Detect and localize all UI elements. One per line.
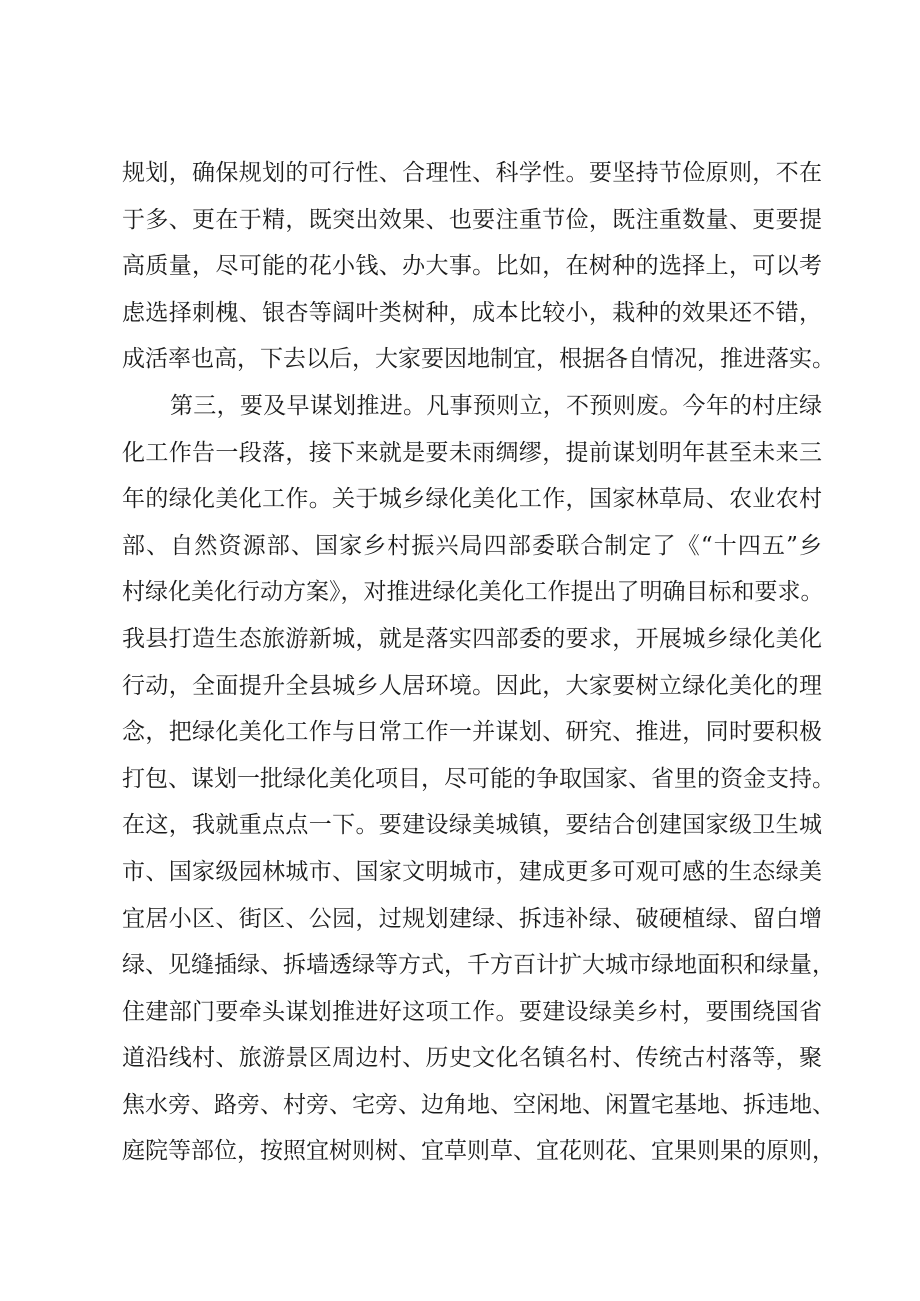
text-line: 虑选择刺槐、银杏等阔叶类树种，成本比较小，栽种的效果还不错， [122, 299, 822, 326]
text-line: 焦水旁、路旁、村旁、宅旁、边角地、空闲地、闲置宅基地、拆违地、 [122, 1091, 835, 1118]
paragraph-start-line: 第三，要及早谋划推进。凡事预则立，不预则废。今年的村庄绿 [170, 392, 822, 419]
text-line: 念，把绿化美化工作与日常工作一并谋划、研究、推进，同时要积极 [122, 719, 822, 746]
text-line: 于多、更在于精，既突出效果、也要注重节俭，既注重数量、更要提 [122, 206, 822, 233]
body-text [122, 150, 835, 1175]
text-line: 打包、谋划一批绿化美化项目，尽可能的争取国家、省里的资金支持。 [122, 765, 835, 792]
text-line: 市、国家级园林城市、国家文明城市，建成更多可观可感的生态绿美 [122, 858, 822, 885]
text-line: 庭院等部位，按照宜树则树、宜草则草、宜花则花、宜果则果的原则， [122, 1138, 835, 1165]
text-line: 规划，确保规划的可行性、合理性、科学性。要坚持节俭原则，不在 [122, 160, 822, 186]
text-line: 年的绿化美化工作。关于城乡绿化美化工作，国家林草局、农业农村 [122, 486, 822, 513]
text-line: 行动，全面提升全县城乡人居环境。因此，大家要树立绿化美化的理 [122, 672, 822, 699]
text-line: 高质量，尽可能的花小钱、办大事。比如，在树种的选择上，可以考 [122, 253, 822, 280]
text-line: 我县打造生态旅游新城，就是落实四部委的要求，开展城乡绿化美化 [122, 625, 822, 652]
text-line: 道沿线村、旅游景区周边村、历史文化名镇名村、传统古村落等，聚 [122, 1045, 822, 1072]
text-line: 成活率也高，下去以后，大家要因地制宜，根据各自情况，推进落实。 [122, 346, 835, 373]
text-line: 村绿化美化行动方案》，对推进绿化美化工作提出了明确目标和要求。 [122, 579, 824, 606]
text-line: 住建部门要牵头谋划推进好这项工作。要建设绿美乡村，要围绕国省 [122, 998, 822, 1025]
text-line: 部、自然资源部、国家乡村振兴局四部委联合制定了《“十四五”乡 [122, 532, 822, 559]
text-line: 宜居小区、街区、公园，过规划建绿、拆违补绿、破硬植绿、留白增 [122, 905, 822, 932]
text-line: 在这，我就重点点一下。要建设绿美城镇，要结合创建国家级卫生城 [122, 812, 822, 839]
text-line: 绿、见缝插绿、拆墙透绿等方式，千方百计扩大城市绿地面积和绿量， [122, 952, 835, 979]
text-line: 化工作告一段落，接下来就是要未雨绸缪，提前谋划明年甚至未来三 [122, 439, 822, 466]
